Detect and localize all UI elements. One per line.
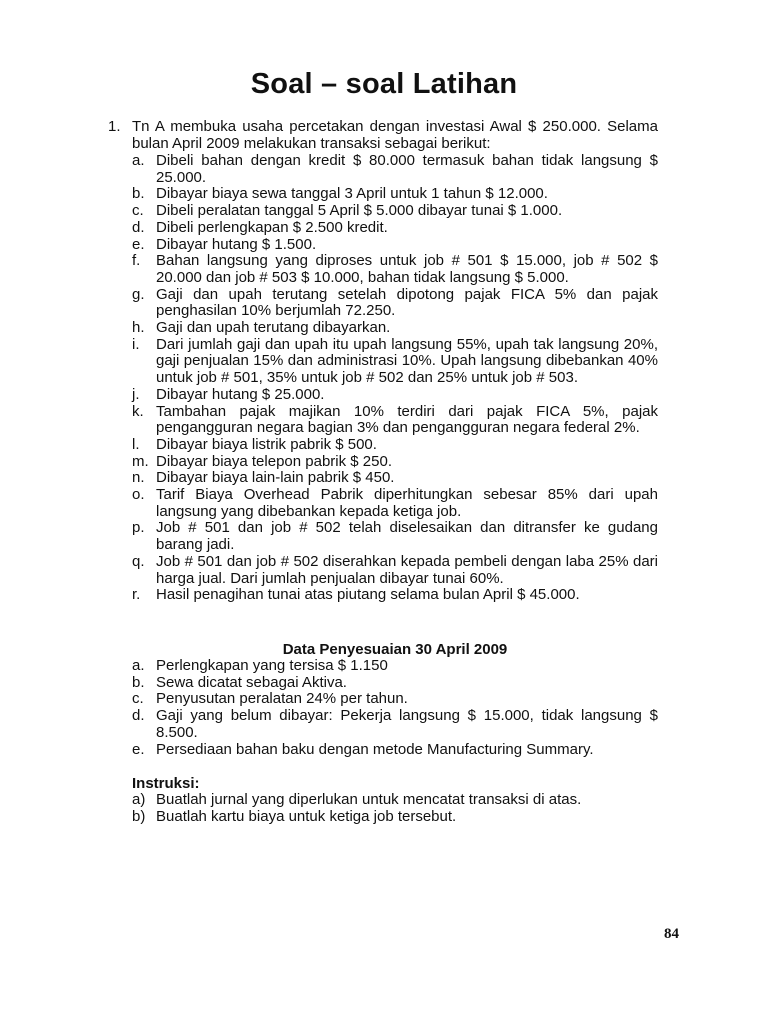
- item-text: Dibayar biaya listrik pabrik $ 500.: [156, 435, 377, 453]
- page-number: 84: [664, 926, 679, 942]
- item-label: j.: [132, 385, 140, 403]
- list-item: [132, 253, 658, 286]
- list-item: [132, 708, 658, 741]
- list-item: [132, 809, 658, 826]
- item-text: Buatlah jurnal yang diperlukan untuk mencatat transaksi di atas.: [156, 791, 582, 808]
- adjustments-list: [132, 658, 658, 758]
- item-label: d.: [132, 707, 145, 725]
- item-label: b.: [132, 185, 145, 203]
- item-label: c.: [132, 202, 144, 220]
- list-item: [132, 554, 658, 587]
- item-label: a.: [132, 657, 145, 674]
- item-text: Tarif Biaya Overhead Pabrik diperhitungkan sebesar 85% dari upah langsung yang dibebankan kepada ketiga job.: [156, 486, 658, 520]
- item-text: Dibeli perlengkapan $ 2.500 kredit.: [156, 218, 388, 236]
- item-text: Tambahan pajak majikan 10% terdiri dari pajak FICA 5%, pajak pengangguran negara bagian 3% dan pengangguran negara federal 2%.: [156, 402, 658, 437]
- list-item: [132, 792, 658, 809]
- item-text: Gaji yang belum dibayar: Pekerja langsung $ 15.000, tidak langsung $ 8.500.: [156, 707, 658, 741]
- list-item: [132, 153, 658, 186]
- list-item: [132, 320, 658, 337]
- list-item: [132, 437, 658, 454]
- item-text: Dibeli bahan dengan kredit $ 80.000 termasuk bahan tidak langsung $ 25.000.: [156, 152, 658, 186]
- item-label: n.: [132, 469, 145, 487]
- list-item: [132, 675, 658, 692]
- question-number: 1.: [108, 118, 121, 135]
- item-label: b.: [132, 673, 145, 691]
- item-text: Bahan langsung yang diproses untuk job # 501 $ 15.000, job # 502 $ 20.000 dan job # 503 $ 10.000, bahan tidak langsung $ 5.000.: [156, 252, 658, 286]
- item-text: Persediaan bahan baku dengan metode Manufacturing Summary.: [156, 740, 594, 758]
- page-title: Soal – soal Latihan: [250, 68, 518, 100]
- item-label: l.: [132, 435, 140, 453]
- question-intro-text: Tn A membuka usaha percetakan dengan investasi Awal $ 250.000. Selama bulan April 2009 melakukan transaksi sebagai berikut:: [132, 118, 658, 152]
- item-label: p.: [132, 519, 145, 537]
- item-label: o.: [132, 486, 145, 504]
- item-label: c.: [132, 690, 144, 708]
- list-item: [132, 337, 658, 387]
- list-item: [132, 658, 658, 675]
- item-label: m.: [132, 452, 149, 470]
- list-item: [132, 587, 658, 604]
- item-text: Job # 501 dan job # 502 diserahkan kepada pembeli dengan laba 25% dari harga jual. Dari jumlah penjualan dibayar tunai 60%.: [156, 552, 658, 587]
- item-text: Penyusutan peralatan 24% per tahun.: [156, 690, 408, 708]
- instructions-list: [132, 792, 658, 825]
- item-label: f.: [132, 252, 141, 270]
- item-text: Gaji dan upah terutang dibayarkan.: [156, 319, 391, 337]
- instructions-heading: Instruksi:: [132, 775, 200, 792]
- item-text: Hasil penagihan tunai atas piutang selama bulan April $ 45.000.: [156, 586, 580, 604]
- list-item: [132, 237, 658, 254]
- transaction-list: [132, 153, 658, 604]
- item-label: k.: [132, 402, 144, 420]
- list-item: [132, 454, 658, 471]
- item-text: Dibayar biaya telepon pabrik $ 250.: [156, 452, 392, 470]
- item-label: q.: [132, 552, 145, 570]
- item-text: Dibayar biaya lain-lain pabrik $ 450.: [156, 469, 395, 487]
- list-item: [132, 203, 658, 220]
- list-item: [132, 487, 658, 520]
- item-text: Dibayar biaya sewa tanggal 3 April untuk 1 tahun $ 12.000.: [156, 185, 548, 203]
- list-item: [132, 220, 658, 237]
- list-item: [132, 470, 658, 487]
- item-text: Perlengkapan yang tersisa $ 1.150: [156, 657, 388, 674]
- list-item: [132, 404, 658, 437]
- list-item: [132, 742, 658, 759]
- list-item: [132, 691, 658, 708]
- item-label: b): [132, 807, 146, 825]
- item-label: i.: [132, 335, 140, 353]
- item-label: a): [132, 791, 146, 808]
- item-label: e.: [132, 740, 145, 758]
- item-text: Dibayar hutang $ 1.500.: [156, 235, 317, 253]
- item-label: r.: [132, 586, 141, 604]
- item-text: Dibeli peralatan tanggal 5 April $ 5.000 dibayar tunai $ 1.000.: [156, 202, 563, 220]
- list-item: [132, 387, 658, 404]
- item-text: Dari jumlah gaji dan upah itu upah langsung 55%, upah tak langsung 20%, gaji penjualan 15% dan administrasi 10%. Upah langsung dibebankan 40% untuk job # 501, 35% untuk job # 502 dan 25% untuk job # 503.: [156, 335, 658, 387]
- list-item: [132, 520, 658, 553]
- item-label: e.: [132, 235, 145, 253]
- item-text: Buatlah kartu biaya untuk ketiga job tersebut.: [156, 807, 457, 825]
- item-label: d.: [132, 218, 145, 236]
- question-intro: [108, 119, 658, 152]
- item-text: Dibayar hutang $ 25.000.: [156, 385, 325, 403]
- adjustments-heading: Data Penyesuaian 30 April 2009: [282, 641, 508, 658]
- item-label: g.: [132, 285, 145, 303]
- list-item: [132, 186, 658, 203]
- item-text: Sewa dicatat sebagai Aktiva.: [156, 673, 347, 691]
- item-label: a.: [132, 152, 145, 169]
- item-label: h.: [132, 319, 145, 337]
- item-text: Gaji dan upah terutang setelah dipotong pajak FICA 5% dan pajak penghasilan 10% berjumlah 72.250.: [156, 285, 658, 320]
- list-item: [132, 287, 658, 320]
- item-text: Job # 501 dan job # 502 telah diselesaikan dan ditransfer ke gudang barang jadi.: [156, 519, 658, 554]
